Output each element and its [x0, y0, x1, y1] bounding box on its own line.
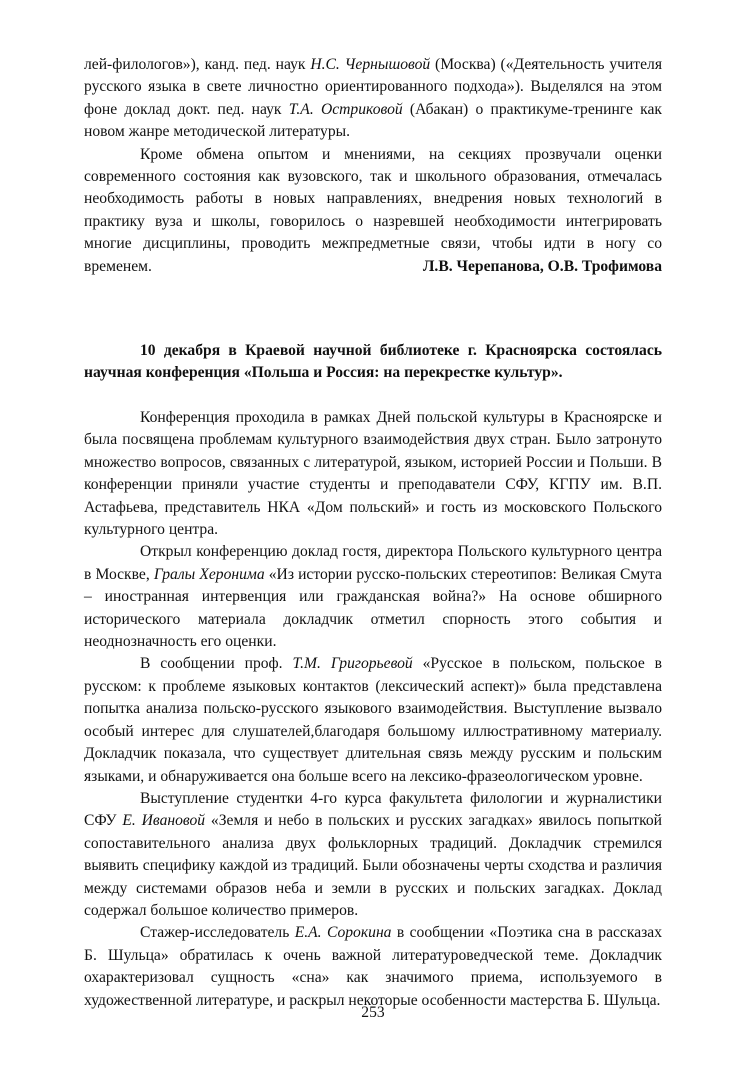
person-name: Гралы Херонима	[153, 565, 265, 583]
paragraph-text: В сообщении проф.	[140, 655, 293, 673]
paragraph	[84, 407, 662, 541]
section-heading: 10 декабря в Краевой научной библиотеке г. Красноярска состоялась научная конференция «Польша и Россия: на перекрестке культур».	[84, 342, 662, 382]
page-number: 253	[361, 1004, 385, 1021]
signature-authors: Л.В. Черепанова, О.В. Трофимова	[422, 258, 662, 275]
paragraph	[84, 541, 662, 653]
paragraph	[84, 922, 662, 1012]
paragraph	[84, 788, 662, 922]
person-name: Т.А. Остриковой	[288, 100, 403, 118]
paragraph	[84, 54, 662, 144]
paragraph-text: Стажер-исследователь	[140, 924, 295, 942]
top-text-block	[84, 54, 662, 278]
person-name: Н.С. Чернышовой	[310, 56, 431, 73]
paragraph-text: (Москва) («Деятельность учителя русского языка в свете личностно ориентированного подхода»). Выделялся на этом фоне доклад докт. пед. наук	[84, 56, 662, 118]
paragraph-text: лей-филологов»), канд. пед. наук	[84, 56, 311, 73]
person-name: Е. Ивановой	[122, 812, 206, 830]
paragraph-text: «Земля и небо в польских и русских загадках» явилось попыткой сопоставительного анализа двух фольклорных традиций. Докладчик стремился выявить специфику каждой из традиций. Были обозначены черты сходства и различия между системами образов неба и земли в русских и польских загадках. Доклад содержал большое количество примеров.	[84, 812, 662, 919]
body-text-block	[84, 407, 662, 1012]
paragraph-text: Выступление студентки 4-го курса факультета филологии и журналистики СФУ	[84, 789, 662, 830]
paragraph-text: «Из истории русско-польских стереотипов: Великая Смута – иностранная интервенция или гражданская война?» На основе обширного исторического материала докладчик отметил спорность этого события и неоднозначность его оценки.	[84, 565, 662, 651]
paragraph-text: «Русское в польском, польское в русском: к проблеме языковых контактов (лексический аспект)» была представлена попытка анализа польско-русского языкового взаимодействия. Выступление вызвало особый интерес для слушателей,благодаря большому иллюстративному материалу. Докладчик показала, что существует длительная связь между русским и польским языками, и обнаруживается она больше всего на лексико-фразеологическом уровне.	[84, 655, 663, 785]
person-name: Т.М. Григорьевой	[292, 655, 413, 673]
paragraph-text: Открыл конференцию доклад гостя, директора Польского культурного центра в Москве,	[84, 543, 662, 583]
paragraph-text: Конференция проходила в рамках Дней польской культуры в Красноярске и была посвящена проблемам культурного взаимодействия двух стран. Было затронуто множество вопросов, связанных с литературой, языком, историей России и Польши. В конференции приняли участие студенты и преподаватели СФУ, КГПУ им. В.П. Астафьева, представитель НКА «Дом польский» и гость из московского Польского культурного центра.	[84, 409, 662, 539]
paragraph-text: в сообщении «Поэтика сна в рассказах Б. Шульца» обратилась к очень важной литературоведческой теме. Докладчик охарактеризовал сущность «сна» как значимого приема, используемого в художественной литературе, и раскрыл некоторые особенности мастерства Б. Шульца.	[84, 924, 662, 1009]
paragraph	[84, 653, 662, 787]
paragraph-text: Кроме обмена опытом и мнениями, на секциях прозвучали оценки современного состояния как вузовского, так и школьного образования, отмечалась необходимость работы в новых направлениях, внедрения новых технологий в практику вуза и школы, говорилось о назревшей необходимости интегрировать многие дисциплины, проводить межпредметные связи, чтобы идти в ногу со временем.	[84, 145, 662, 275]
paragraph-text: (Абакан) о практикуме-тренинге как новом жанре методической литературы.	[84, 100, 662, 141]
person-name: Е.А. Сорокина	[294, 924, 392, 942]
